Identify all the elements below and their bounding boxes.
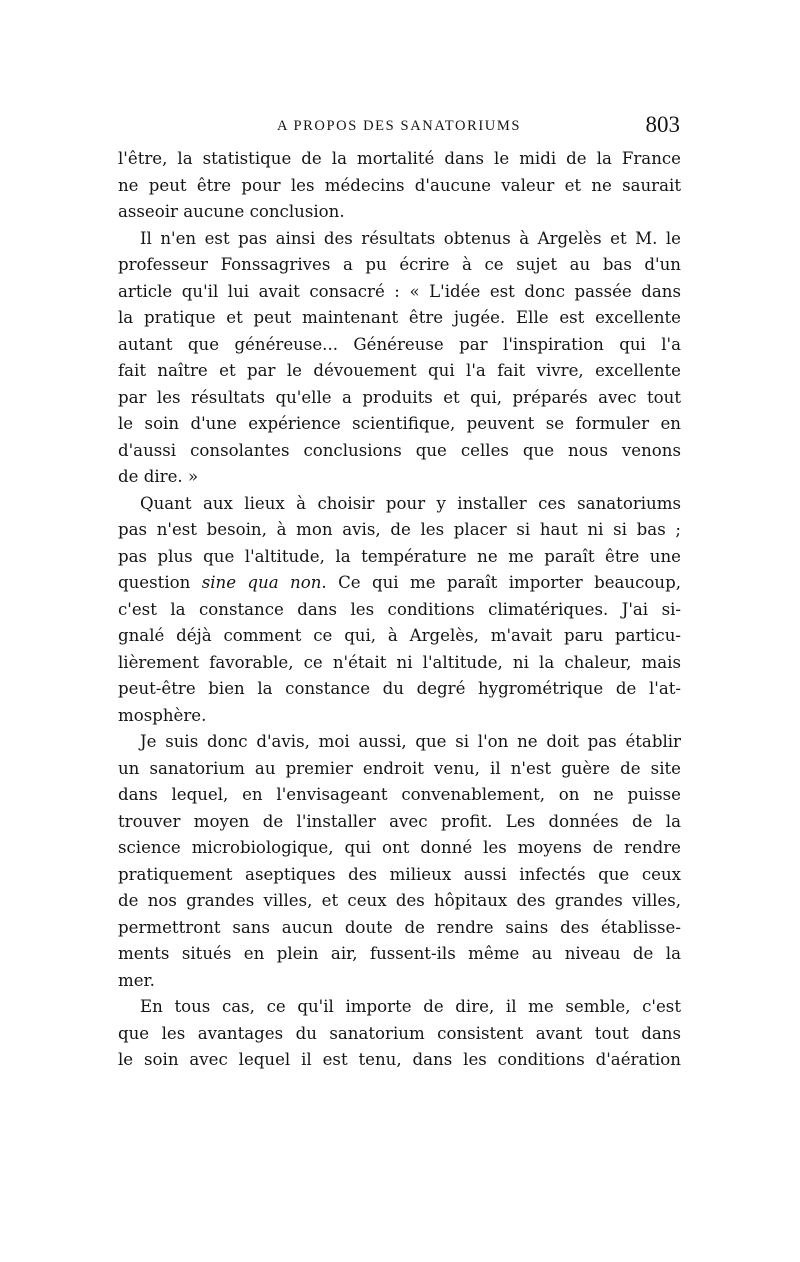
text-line: pratiquement aseptiques des milieux aussi infectés que ceux [118, 864, 681, 884]
text-line: mer. [118, 970, 155, 990]
text-line-with-italic [118, 570, 681, 597]
text-line: que les avantages du sanatorium consistent avant tout dans [118, 1023, 681, 1043]
text-line: article qu'il lui avait consacré : « L'idée est donc passée dans [118, 281, 681, 301]
text-line: mosphère. [118, 705, 207, 725]
text-line: c'est la constance dans les conditions climatériques. J'ai si- [118, 599, 681, 619]
text-line: autant que généreuse... Généreuse par l'inspiration qui l'a [118, 334, 681, 354]
text-line: En tous cas, ce qu'il importe de dire, il me semble, c'est [140, 997, 681, 1016]
paragraph [118, 994, 681, 1074]
body-text [118, 146, 681, 1074]
running-title: A PROPOS DES SANATORIUMS [276, 118, 521, 134]
text-line: professeur Fonssagrives a pu écrire à ce sujet au bas d'un [118, 255, 681, 274]
text-line: ments situés en plein air, fussent-ils même au niveau de la [118, 944, 681, 963]
text-line: Quant aux lieux à choisir pour y installer ces sanatoriums [140, 493, 681, 513]
paragraph [118, 226, 681, 491]
paragraph [118, 491, 681, 730]
text-line: pas n'est besoin, à mon avis, de les placer si haut ni si bas ; [118, 520, 681, 539]
text-line: dans lequel, en l'envisageant convenablement, on ne puisse [118, 785, 681, 804]
paragraph [118, 146, 681, 226]
page-number: 803 [645, 112, 680, 137]
text-line: permettront sans aucun doute de rendre sains des établisse- [118, 917, 681, 937]
italic-phrase: sine qua non [201, 573, 322, 592]
text-line: le soin avec lequel il est tenu, dans les conditions d'aération [118, 1050, 681, 1069]
text-line: science microbiologique, qui ont donné les moyens de rendre [118, 838, 681, 857]
text-line: de nos grandes villes, et ceux des hôpitaux des grandes villes, [118, 891, 681, 910]
text-line: ne peut être pour les médecins d'aucune valeur et ne saurait [118, 175, 681, 195]
text-line: Il n'en est pas ainsi des résultats obtenus à Argelès et M. le [140, 228, 681, 248]
text-line: fait naître et par le dévouement qui l'a fait vivre, excellente [118, 361, 681, 380]
text-line: Je suis donc d'avis, moi aussi, que si l'on ne doit pas établir [140, 732, 681, 751]
text-line: trouver moyen de l'installer avec profit. Les données de la [118, 811, 681, 831]
paragraph [118, 729, 681, 994]
text-line: par les résultats qu'elle a produits et qui, préparés avec tout [118, 387, 681, 407]
running-header [118, 112, 680, 142]
text-line: la pratique et peut maintenant être jugée. Elle est excellente [118, 308, 681, 327]
text-line: peut-être bien la constance du degré hygrométrique de l'at- [118, 679, 681, 698]
text-line: un sanatorium au premier endroit venu, il n'est guère de site [118, 758, 681, 778]
text-line: de dire. » [118, 467, 199, 486]
text-segment: . Ce qui me paraît importer beaucoup, [321, 573, 681, 592]
text-line: pas plus que l'altitude, la température ne me paraît être une [118, 546, 681, 566]
text-line: asseoir aucune conclusion. [118, 202, 345, 221]
text-line: lièrement favorable, ce n'était ni l'altitude, ni la chaleur, mais [118, 652, 681, 672]
text-segment: question [118, 573, 202, 592]
text-line: d'aussi consolantes conclusions que celles que nous venons [118, 440, 681, 460]
text-line: gnalé déjà comment ce qui, à Argelès, m'avait paru particu- [118, 626, 681, 645]
text-line: l'être, la statistique de la mortalité dans le midi de la France [118, 149, 681, 168]
text-line: le soin d'une expérience scientifique, peuvent se formuler en [118, 414, 681, 433]
